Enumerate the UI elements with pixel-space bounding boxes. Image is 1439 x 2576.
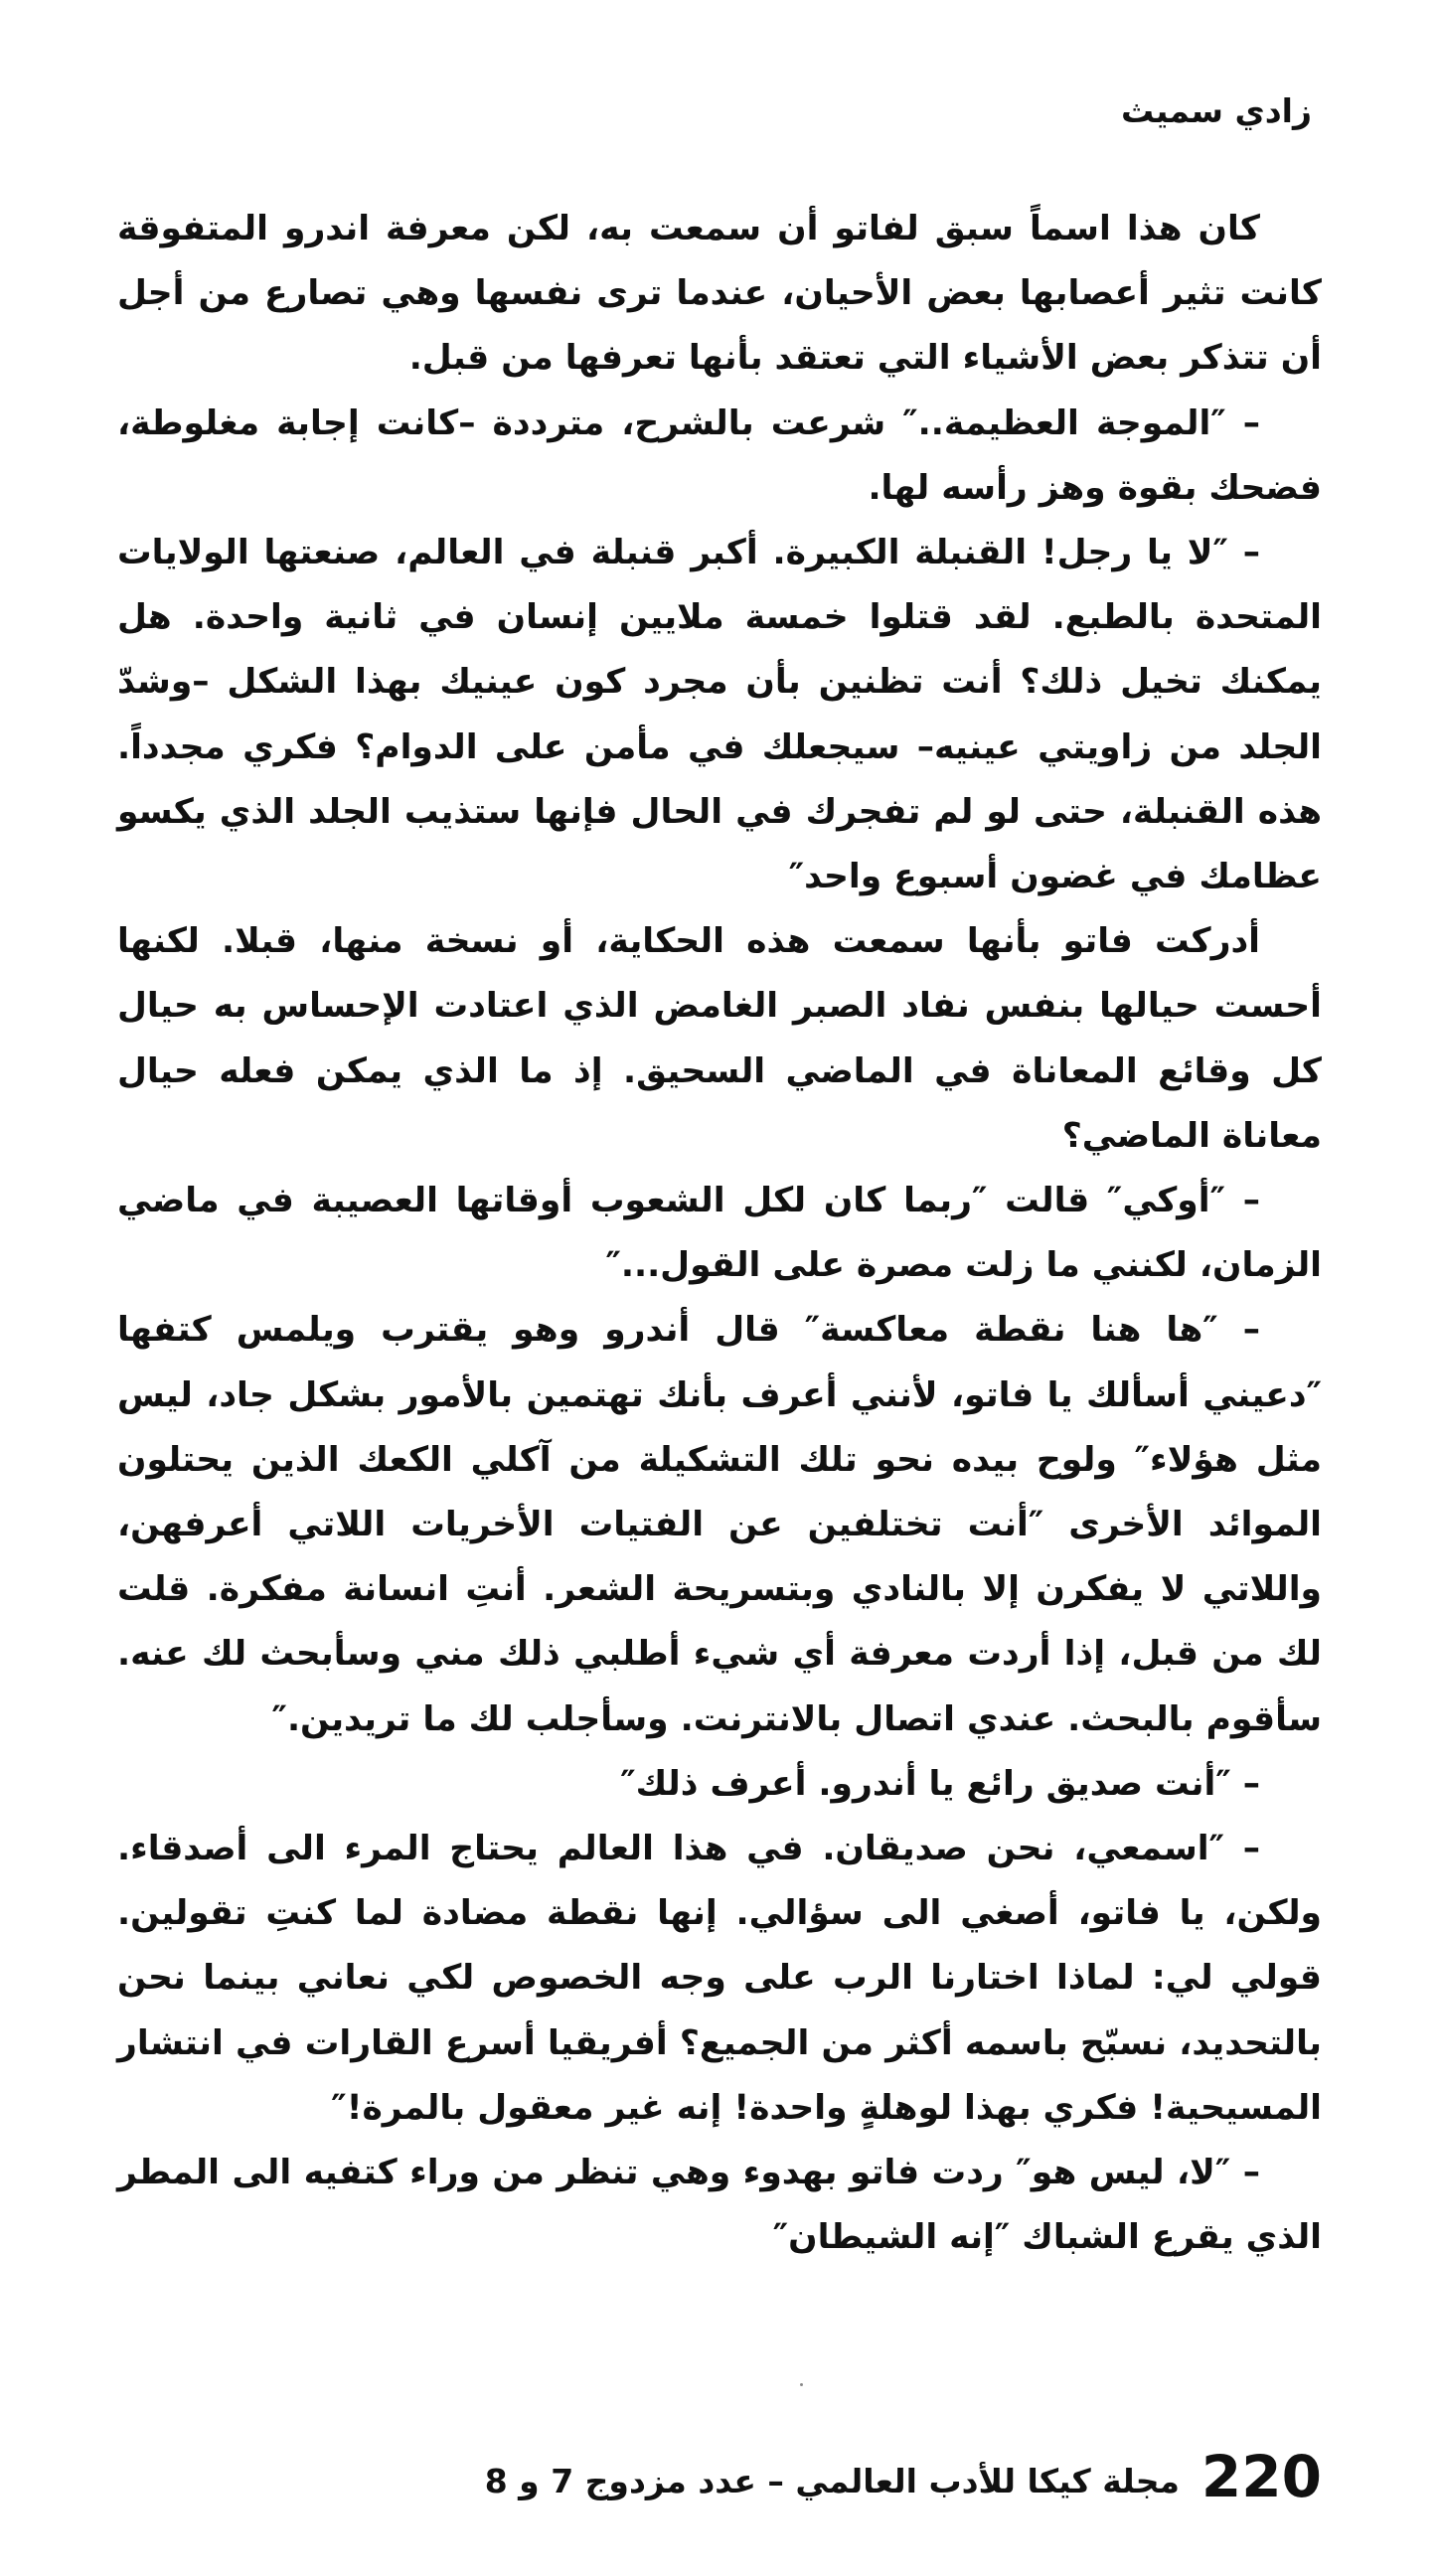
paragraph-8: – ″اسمعي، نحن صديقان. في هذا العالم يحتاج المرء الى أصدقاء. ولكن، يا فاتو، أصغي الى سؤالي. إنها نقطة مضادة لما كنتِ تقولين. قولي لي: لماذا اختارنا الرب على وجه الخصوص لكي نعاني بينما نحن بالتحديد، نسبّح باسمه أكثر من الجميع؟ أفريقيا أسرع القارات في انتشار المسيحية! فكري بهذا لوهلةٍ واحدة! إنه غير معقول بالمرة!″ (117, 1829, 1322, 2128)
running-header-author: زادي سميث (1121, 91, 1312, 130)
paragraph-2: – ″الموجة العظيمة..″ شرعت بالشرح، مترددة –كانت إجابة مغلوطة، فضحك بقوة وهز رأسه لها. (117, 402, 1322, 508)
page-number: 220 (1200, 2443, 1322, 2510)
paragraph-7: – ″أنت صديق رائع يا أندرو. أعرف ذلك″ (620, 1763, 1260, 1804)
paragraph-4: أدركت فاتو بأنها سمعت هذه الحكاية، أو نسخة منها، قبلا. لكنها أحست حيالها بنفس نفاد الصبر الغامض الذي اعتادت الإحساس به حيال كل وقائع المعاناة في الماضي السحيق. إذ ما الذي يمكن فعله حيال معاناة الماضي؟ (117, 921, 1322, 1156)
paragraph-5: – ″أوكي″ قالت ″ربما كان لكل الشعوب أوقاتها العصيبة في ماضي الزمان، لكنني ما زلت مصرة على القول...″ (117, 1181, 1322, 1286)
paragraph-9: – ″لا، ليس هو″ ردت فاتو بهدوء وهي تنظر من وراء كتفيه الى المطر الذي يقرع الشباك ″إنه الشيطان″ (117, 2153, 1322, 2258)
page-footer (117, 2437, 1322, 2516)
article-body (117, 197, 1322, 2271)
paragraph-1: كان هذا اسماً سبق لفاتو أن سمعت به، لكن معرفة اندرو المتفوقة كانت تثير أعصابها بعض الأحيان، عندما ترى نفسها وهي تصارع من أجل أن تتذكر بعض الأشياء التي تعتقد بأنها تعرفها من قبل. (117, 209, 1322, 379)
journal-title: مجلة كيكا للأدب العالمي – عدد مزدوج 7 و 8 (484, 2462, 1180, 2500)
scan-speck (800, 2383, 803, 2386)
paragraph-6: – ″ها هنا نقطة معاكسة″ قال أندرو وهو يقترب ويلمس كتفها ″دعيني أسألك يا فاتو، لأنني أعرف بأنك تهتمين بالأمور بشكل جاد، ليس مثل هؤلاء″ ولوح بيده نحو تلك التشكيلة من آكلي الكعك الذين يحتلون الموائد الأخرى ″أنت تختلفين عن الفتيات الأخريات اللاتي أعرفهن، واللاتي لا يفكرن إلا بالنادي وبتسريحة الشعر. أنتِ انسانة مفكرة. قلت لك من قبل، إذا أردت معرفة أي شيء أطلبي ذلك مني وسأبحث لك عنه. سأقوم بالبحث. عندي اتصال بالانترنت. وسأجلب لك ما تريدين.″ (117, 1310, 1322, 1739)
paragraph-3: – ″لا يا رجل! القنبلة الكبيرة. أكبر قنبلة في العالم، صنعتها الولايات المتحدة بالطبع. لقد قتلوا خمسة ملايين إنسان في ثانية واحدة. هل يمكنك تخيل ذلك؟ أنت تظنين بأن مجرد كون عينيك بهذا الشكل –وشدّ الجلد من زاويتي عينيه– سيجعلك في مأمن على الدوام؟ فكري مجدداً. هذه القنبلة، حتى لو لم تفجرك في الحال فإنها ستذيب الجلد الذي يكسو عظامك في غضون أسبوع واحد″ (117, 533, 1322, 897)
